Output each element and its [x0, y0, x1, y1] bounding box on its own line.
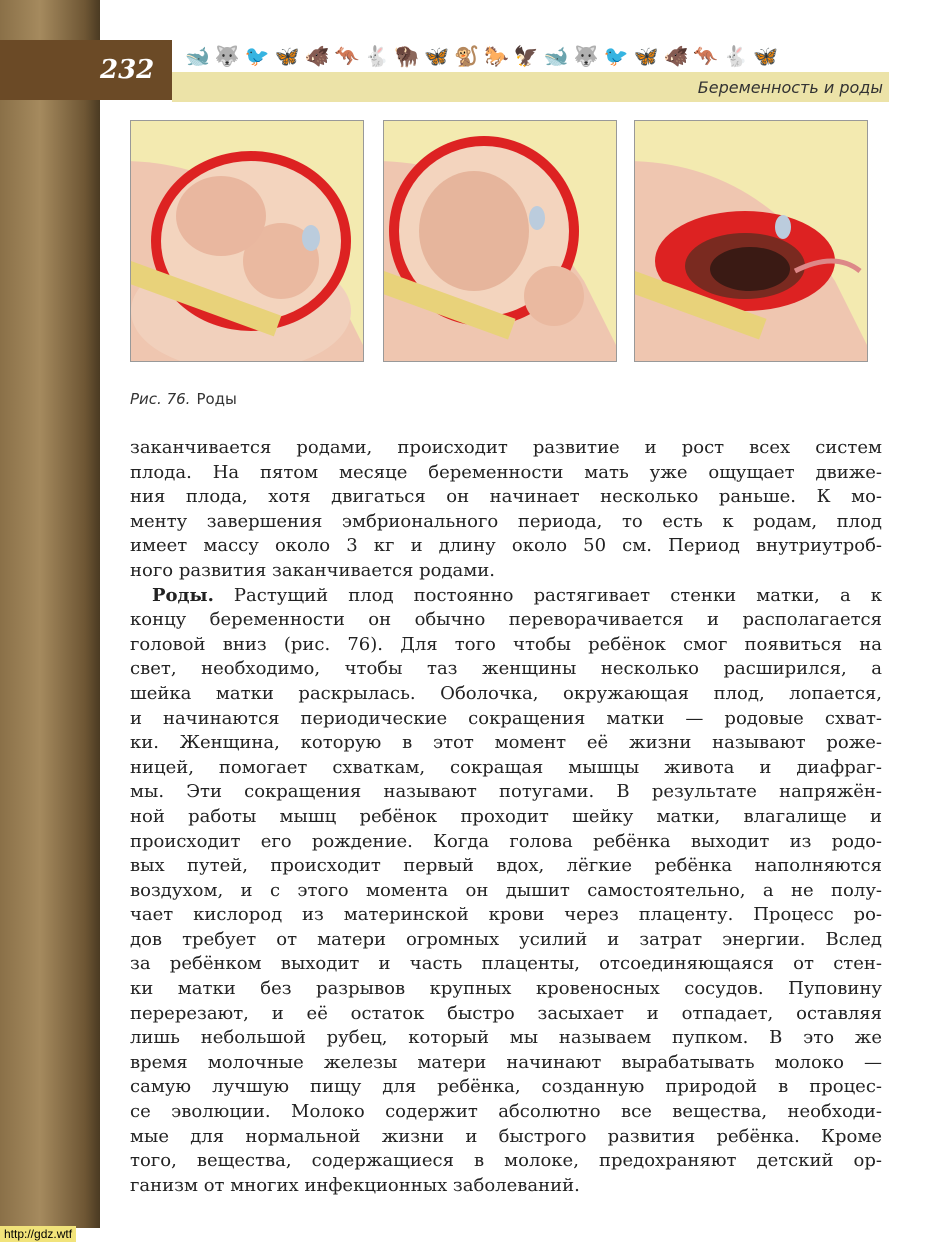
text-line: за ребёнком выходит и часть плаценты, отсоединяющаяся от стен-: [130, 953, 882, 975]
section-title: Беременность и роды: [697, 78, 883, 97]
text-line: концу беременности он обычно переворачивается и располагается: [130, 609, 882, 631]
text-line: се эволюции. Молоко содержит абсолютно все вещества, необходи-: [130, 1101, 882, 1123]
text-line: самую лучшую пищу для ребёнка, созданную природой в процес-: [130, 1076, 882, 1098]
text-line-rest: Растущий плод постоянно растягивает стенки матки, а к: [213, 584, 882, 606]
body-text: [130, 436, 882, 1198]
text-line: и начинаются периодические сокращения матки — родовые схват-: [130, 707, 882, 729]
text-line: чает кислород из материнской крови через плаценту. Процесс ро-: [130, 904, 882, 926]
text-line: вых путей, происходит первый вдох, лёгкие ребёнка наполняются: [130, 855, 882, 877]
text-line: мые для нормальной жизни и быстрого развития ребёнка. Кроме: [130, 1125, 882, 1147]
text-line: перерезают, и её остаток быстро засыхает и отпадает, оставляя: [130, 1002, 882, 1024]
text-line: плода. На пятом месяце беременности мать уже ощущает движе-: [130, 461, 882, 483]
text-line: головой вниз (рис. 76). Для того чтобы ребёнок смог появиться на: [130, 633, 882, 655]
text-line: ной работы мышц ребёнок проходит шейку матки, влагалище и: [130, 805, 882, 827]
text-line: дов требует от матери огромных усилий и затрат энергии. Вслед: [130, 928, 882, 950]
source-credit: http://gdz.wtf: [0, 1226, 76, 1242]
text-line: имеет массу около 3 кг и длину около 50 см. Период внутриутроб-: [130, 535, 882, 557]
animal-silhouettes-decoration: 🐋🐺🐦🦋🐗🦘🐇🦬🦋🐒🐎🦅🐋🐺🐦🦋🐗🦘🐇🦋: [185, 44, 784, 68]
figure-label: Рис. 76.: [130, 390, 191, 408]
page-number: 232: [0, 40, 172, 100]
text-line: шейка матки раскрылась. Оболочка, окружающая плод, лопается,: [130, 682, 882, 704]
text-line: время молочные железы матери начинают вырабатывать молоко —: [130, 1051, 882, 1073]
paragraph-2: [130, 584, 882, 1199]
figure-caption: [130, 390, 237, 408]
text-line: воздухом, и с этого момента он дышит самостоятельно, а не полу-: [130, 879, 882, 901]
paragraph-heading: Роды.: [152, 584, 214, 606]
text-line: ного развития заканчивается родами.: [130, 559, 496, 581]
figure-panel-3: [634, 120, 868, 362]
text-line: заканчивается родами, происходит развитие и рост всех систем: [130, 437, 882, 458]
text-line: происходит его рождение. Когда голова ребёнка выходит из родо-: [130, 830, 882, 852]
book-spine: [0, 0, 100, 1228]
figure-panel-2: [383, 120, 617, 362]
text-line: свет, необходимо, чтобы таз женщины несколько расширился, а: [130, 658, 882, 680]
text-line: ки матки без разрывов крупных кровеносных сосудов. Пуповину: [130, 978, 882, 1000]
text-line: того, вещества, содержащиеся в молоке, предохраняют детский ор-: [130, 1150, 882, 1172]
paragraph-1: [130, 436, 882, 584]
text-line: мы. Эти сокращения называют потугами. В результате напряжён-: [130, 781, 882, 803]
text-line: лишь небольшой рубец, который мы называем пупком. В это же: [130, 1027, 882, 1049]
text-line: [130, 584, 882, 609]
text-line: менту завершения эмбрионального периода, то есть к родам, плод: [130, 510, 882, 532]
text-line: ния плода, хотя двигаться он начинает несколько раньше. К мо-: [130, 486, 882, 508]
figure-caption-text: Роды: [196, 390, 237, 408]
figure-panel-1: [130, 120, 364, 362]
text-line: ки. Женщина, которую в этот момент её жизни называют роже-: [130, 732, 882, 754]
text-line: ганизм от многих инфекционных заболеваний.: [130, 1174, 580, 1196]
text-line: ницей, помогает схваткам, сокращая мышцы живота и диафраг-: [130, 756, 882, 778]
